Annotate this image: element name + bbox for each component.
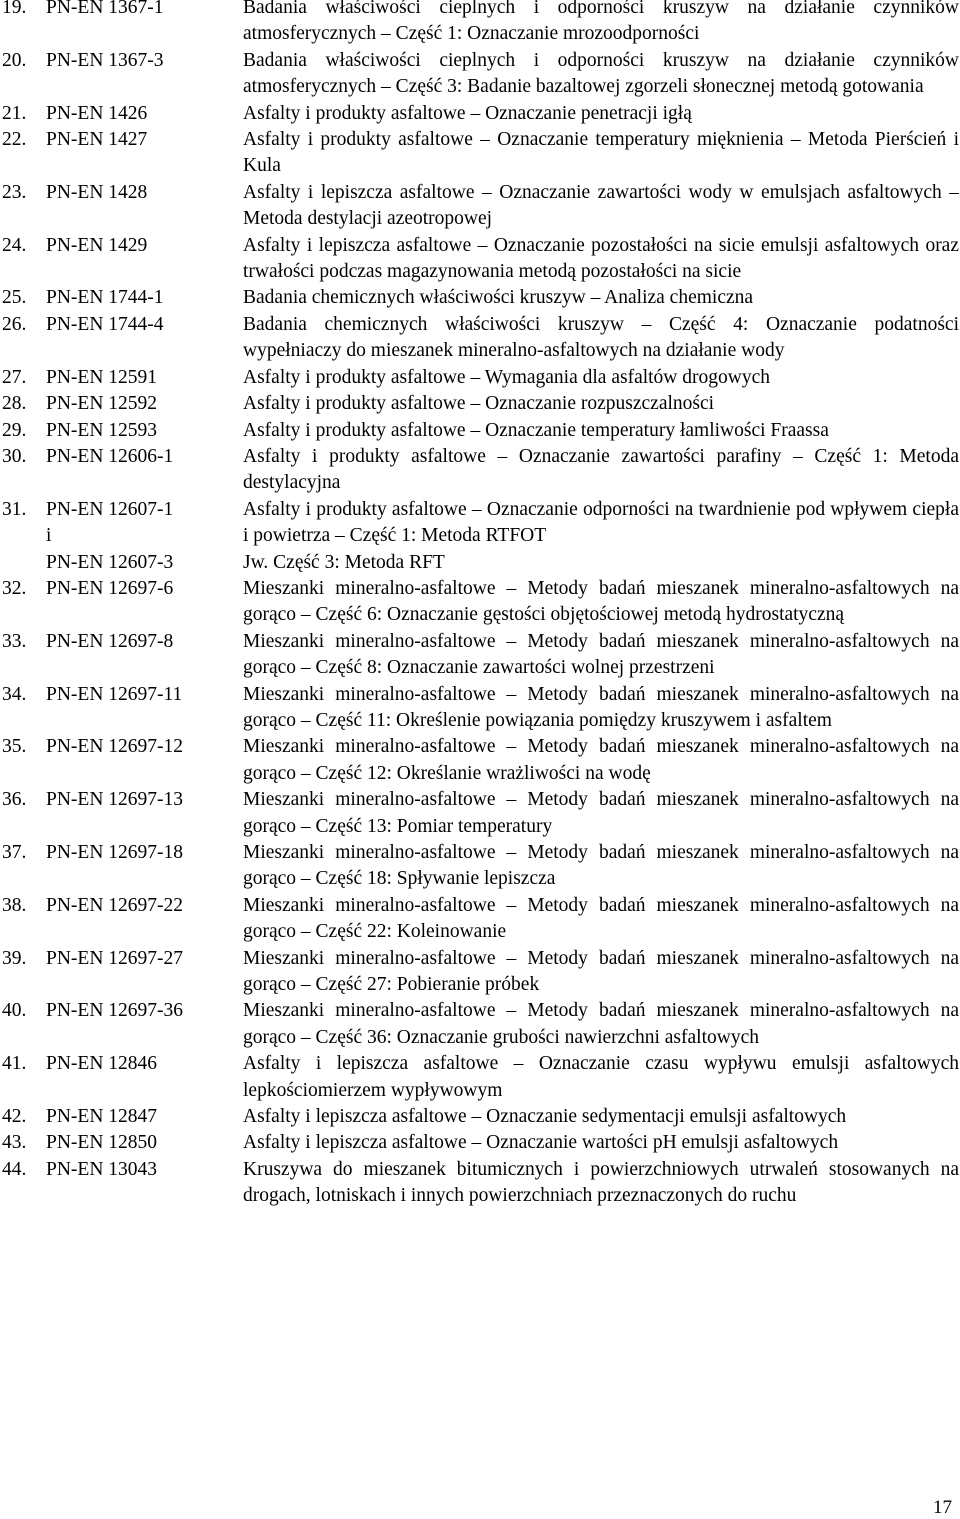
item-number: 42.	[2, 1106, 27, 1128]
item-number: 31.	[2, 498, 27, 520]
list-item	[0, 998, 960, 1051]
list-item	[0, 787, 960, 840]
standard-code: PN-EN 1426	[46, 102, 148, 124]
standard-title: Asfalty i produkty asfaltowe – Oznaczanie temperatury mięknienia – Metoda Pierścień i Kula	[243, 129, 959, 177]
list-item	[0, 444, 960, 497]
standard-title: Asfalty i produkty asfaltowe – Wymagania dla asfaltów drogowych	[243, 366, 770, 388]
standard-title: Mieszanki mineralno-asfaltowe – Metody badań mieszanek mineralno-asfaltowych na gorąco – Część 36: Oznaczanie grubości nawierzchni asfaltowych	[243, 1000, 959, 1048]
standard-code: PN-EN 12697-18	[46, 842, 184, 863]
list-item	[0, 629, 960, 682]
standard-title: Asfalty i produkty asfaltowe – Oznaczanie temperatury łamliwości Fraassa	[243, 419, 829, 441]
list-item	[0, 101, 960, 127]
standard-code: PN-EN 1428	[46, 181, 148, 203]
standard-title: Badania właściwości cieplnych i odporności kruszyw na działanie czynników atmosferycznych – Część 3: Badanie bazaltowej zgorzeli słonecznej metodą gotowania	[243, 49, 959, 98]
standard-code: PN-EN 1429	[46, 234, 148, 256]
item-number: 22.	[2, 129, 27, 151]
list-item	[0, 1104, 960, 1130]
list-item	[0, 734, 960, 787]
list-item	[0, 127, 960, 180]
standard-code: PN-EN 12606-1	[46, 445, 174, 467]
list-item	[0, 312, 960, 365]
standard-code: PN-EN 12697-11	[46, 683, 183, 705]
standard-code: PN-EN 12593	[46, 419, 158, 441]
standard-title: Mieszanki mineralno-asfaltowe – Metody badań mieszanek mineralno-asfaltowych na gorąco – Część 13: Pomiar temperatury	[243, 789, 959, 837]
standard-title: Kruszywa do mieszanek bitumicznych i powierzchniowych utrwaleń stosowanych na drogach, lotniskach i innych powierzchniach przeznaczonych do ruchu	[243, 1158, 959, 1207]
item-number: 20.	[2, 49, 27, 71]
item-number: 44.	[2, 1158, 27, 1180]
list-item	[0, 0, 960, 48]
standard-code: PN-EN 12697-27	[46, 947, 184, 969]
item-number: 30.	[2, 445, 27, 467]
item-number: 43.	[2, 1132, 27, 1154]
list-item	[0, 1130, 960, 1156]
standard-title: Asfalty i lepiszcza asfaltowe – Oznaczanie pozostałości na sicie emulsji asfaltowych oraz trwałości podczas magazynowania metodą pozostałości na sicie	[243, 234, 959, 283]
item-number: 33.	[2, 630, 27, 652]
standard-code: PN-EN 12850	[46, 1132, 158, 1154]
list-item	[0, 1051, 960, 1104]
list-item	[0, 180, 960, 233]
standard-title: Mieszanki mineralno-asfaltowe – Metody badań mieszanek mineralno-asfaltowych na gorąco – Część 8: Oznaczanie zawartości wolnej przestrzeni	[243, 630, 959, 679]
list-item	[0, 893, 960, 946]
item-number: 37.	[2, 842, 27, 863]
item-number: 26.	[2, 313, 27, 335]
item-number: 27.	[2, 366, 27, 388]
standard-code: PN-EN 12697-13	[46, 789, 184, 811]
item-number: 28.	[2, 393, 27, 415]
standard-code: PN-EN 12697-6	[46, 577, 174, 599]
list-item	[0, 391, 960, 417]
list-item	[0, 840, 960, 893]
list-item	[0, 576, 960, 629]
standard-code: PN-EN 12847	[46, 1106, 158, 1128]
item-number: 39.	[2, 947, 27, 969]
standard-code: PN-EN 12697-22	[46, 894, 184, 916]
item-number: 41.	[2, 1053, 27, 1075]
item-number: 23.	[2, 181, 27, 203]
standard-title: Mieszanki mineralno-asfaltowe – Metody badań mieszanek mineralno-asfaltowych na gorąco – Część 12: Określanie wrażliwości na wodę	[243, 736, 959, 784]
standard-title: Badania chemicznych właściwości kruszyw – Analiza chemiczna	[243, 287, 754, 309]
standard-code: PN-EN 1367-1	[46, 0, 164, 18]
standard-title: Mieszanki mineralno-asfaltowe – Metody badań mieszanek mineralno-asfaltowych na gorąco – Część 22: Koleinowanie	[243, 894, 959, 943]
item-number: 19.	[2, 0, 27, 18]
item-number: 34.	[2, 683, 27, 705]
standard-code: PN-EN 1744-1	[46, 287, 164, 309]
standard-title: Asfalty i produkty asfaltowe – Oznaczanie penetracji igłą	[243, 102, 692, 124]
standard-code: PN-EN 1367-3	[46, 49, 164, 71]
standard-code: PN-EN 12592	[46, 393, 158, 415]
list-item	[0, 48, 960, 101]
list-item	[0, 682, 960, 735]
standard-title: Mieszanki mineralno-asfaltowe – Metody badań mieszanek mineralno-asfaltowych na gorąco – Część 27: Pobieranie próbek	[243, 947, 959, 996]
item-number: 38.	[2, 894, 27, 916]
standard-title: Mieszanki mineralno-asfaltowe – Metody badań mieszanek mineralno-asfaltowych na gorąco – Część 11: Określenie powiązania pomiędzy kruszywem i asfaltem	[243, 683, 959, 731]
standard-code: PN-EN 1744-4	[46, 313, 164, 335]
standard-code: PN-EN 13043	[46, 1158, 158, 1180]
page-number: 17	[933, 1497, 952, 1518]
standard-code: PN-EN 12697-12	[46, 736, 184, 758]
standard-title: Asfalty i lepiszcza asfaltowe – Oznaczanie zawartości wody w emulsjach asfaltowych – Metoda destylacji azeotropowej	[243, 181, 959, 230]
item-number: 29.	[2, 419, 27, 441]
list-item	[0, 1157, 960, 1210]
standard-title: Badania właściwości cieplnych i odporności kruszyw na działanie czynników atmosferycznych – Część 1: Oznaczanie mrozoodporności	[243, 0, 959, 45]
standard-title: Asfalty i produkty asfaltowe – Oznaczanie zawartości parafiny – Część 1: Metoda destylacyjna	[243, 445, 959, 494]
standard-title: Asfalty i lepiszcza asfaltowe – Oznaczanie wartości pH emulsji asfaltowych	[243, 1132, 839, 1154]
item-number: 25.	[2, 287, 27, 309]
standard-code: PN-EN 1427	[46, 129, 148, 151]
list-item	[0, 285, 960, 311]
standard-title: Asfalty i produkty asfaltowe – Oznaczanie rozpuszczalności	[243, 393, 715, 415]
list-item	[0, 365, 960, 391]
list-item	[0, 233, 960, 286]
item-number: 35.	[2, 736, 27, 758]
item-number: 40.	[2, 1000, 27, 1022]
standard-code: PN-EN 12697-8	[46, 630, 174, 652]
standard-code: PN-EN 12591	[46, 366, 158, 388]
standard-title: Mieszanki mineralno-asfaltowe – Metody badań mieszanek mineralno-asfaltowych na gorąco – Część 18: Spływanie lepiszcza	[243, 842, 959, 890]
standard-title: Badania chemicznych właściwości kruszyw – Część 4: Oznaczanie podatności wypełniaczy do mieszanek mineralno-asfaltowych na działanie wody	[243, 313, 959, 362]
item-number: 36.	[2, 789, 27, 811]
standard-title: Asfalty i lepiszcza asfaltowe – Oznaczanie czasu wypływu emulsji asfaltowych lepkościomierzem wypływowym	[243, 1053, 959, 1101]
list-item	[0, 497, 960, 576]
standard-code: PN-EN 12697-36	[46, 1000, 184, 1022]
standard-code: PN-EN 12846	[46, 1053, 158, 1075]
item-number: 21.	[2, 102, 27, 124]
list-item	[0, 946, 960, 999]
standard-title: Asfalty i lepiszcza asfaltowe – Oznaczanie sedymentacji emulsji asfaltowych	[243, 1106, 847, 1128]
standard-code: PN-EN 12607-1 i PN-EN 12607-3	[46, 498, 174, 573]
list-item	[0, 418, 960, 444]
standard-title: Mieszanki mineralno-asfaltowe – Metody badań mieszanek mineralno-asfaltowych na gorąco – Część 6: Oznaczanie gęstości objętościowej metodą hydrostatyczną	[243, 577, 959, 626]
item-number: 32.	[2, 577, 27, 599]
item-number: 24.	[2, 234, 27, 256]
standard-title: Asfalty i produkty asfaltowe – Oznaczanie odporności na twardnienie pod wpływem ciepła i powietrza – Część 1: Metoda RTFOT Jw. Część 3: Metoda RFT	[243, 498, 959, 573]
